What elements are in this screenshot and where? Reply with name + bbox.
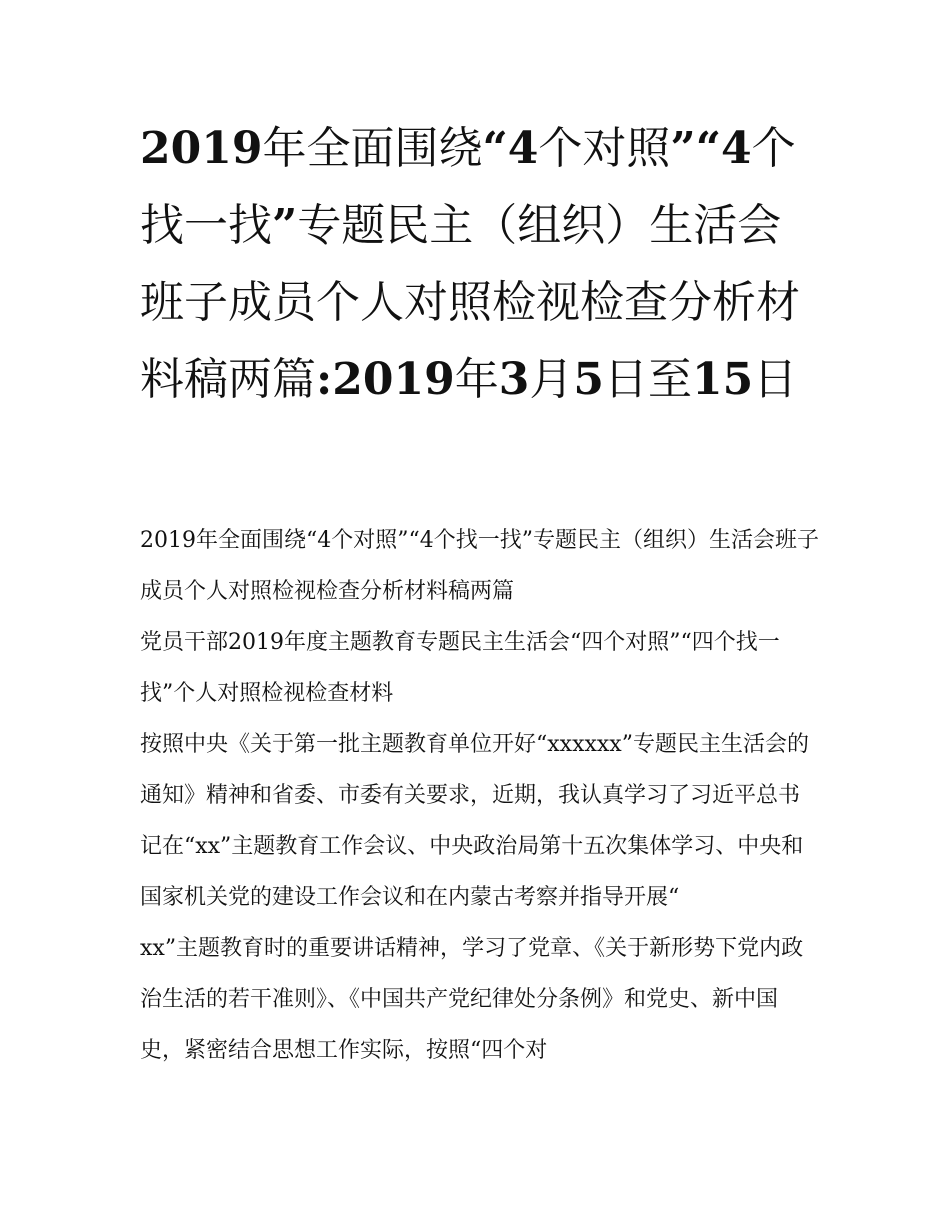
title-segment: 3 [498,354,530,405]
title-segment: 专题民主（组织）生活会班子成员个人对照检视检查分析材料稿两篇 [140,200,800,405]
document-page [140,110,820,1063]
title-segment: 日至 [603,354,692,405]
title-segment: 15 [691,354,754,405]
title-segment: 个找一找 [140,123,796,251]
paragraph-summary: 2019年全面围绕“4个对照”“4个找一找”专题民主（组织）生活会班子成员个人对照检视检查分析材料稿两篇 [140,528,819,604]
title-segment: :2019 [316,354,455,405]
title-segment: ”“4 [670,123,752,174]
title-segment: 年 [454,354,499,405]
paragraph-continuation: xx”主题教育时的重要讲话精神，学习了党章、《关于新形势下党内政治生活的若干准则》、《中国共产党纪律处分条例》和党史、新中国史，紧密结合思想工作实际，按照“四个对 [140,936,804,1063]
title-segment: 年全面围绕 [262,123,483,174]
document-body [140,515,820,1076]
title-segment: 个对照 [538,123,671,174]
document-title [140,110,820,418]
title-segment: 日 [753,354,798,405]
title-segment: ” [272,200,298,251]
title-segment: “4 [482,123,539,174]
title-segment: 2019 [140,123,263,174]
paragraph-subtitle: 党员干部2019年度主题教育专题民主生活会“四个对照”“四个找一找”个人对照检视检查材料 [140,630,780,706]
title-segment: 5 [573,354,604,405]
paragraph-intro: 按照中央《关于第一批主题教育单位开好“xxxxxx”专题民主生活会的通知》精神和省委、市委有关要求，近期，我认真学习了习近平总书记在“xx”主题教育工作会议、中央政治局第十五次集体学习、中央和国家机关党的建设工作会议和在内蒙古考察并指导开展“ [140,732,809,910]
title-segment: 月 [529,354,574,405]
